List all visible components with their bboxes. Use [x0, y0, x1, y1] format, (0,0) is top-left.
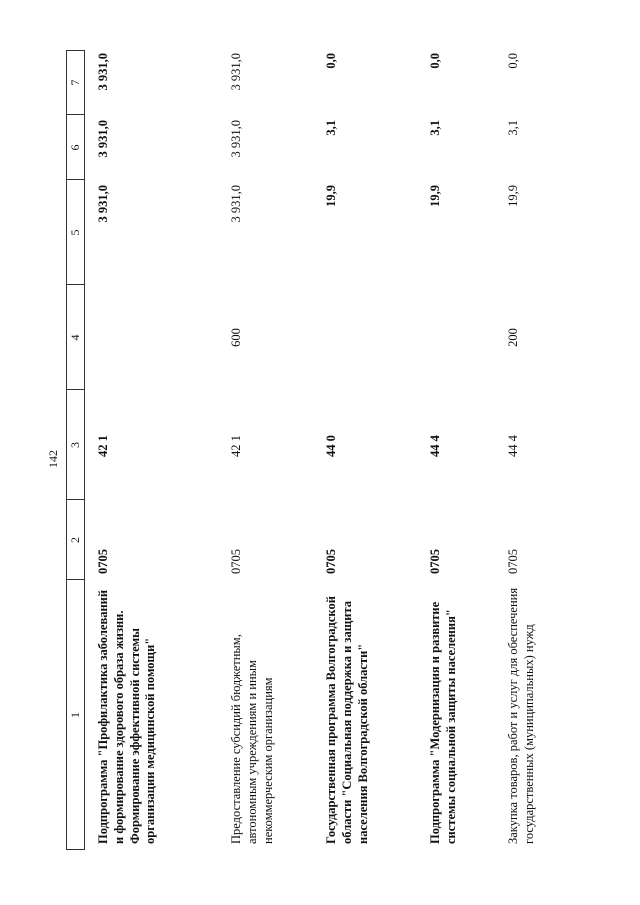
header-col-2: 2 [68, 537, 82, 543]
row-1-amount-7: 3 931,0 [96, 53, 110, 91]
row-4-amount-5: 19,9 [428, 185, 442, 207]
row-2-amount-6: 3 931,0 [229, 120, 243, 158]
row-3-name: Государственная программа Волгоградской области "Социальная поддержка и защита населения Волгоградской области" [324, 596, 370, 844]
page-number: 142 [46, 450, 60, 468]
row-4-name: Подпрограмма "Модернизация и развитие системы социальной защиты населения" [428, 601, 458, 844]
row-5-amount-6: 3,1 [506, 120, 520, 136]
row-5-amount-7: 0,0 [506, 53, 520, 69]
row-1-amount-6: 3 931,0 [96, 120, 110, 158]
row-4-code: 0705 [428, 549, 442, 574]
row-3-amount-5: 19,9 [324, 185, 338, 207]
row-2-code: 0705 [229, 549, 243, 574]
row-2-name: Предоставление субсидий бюджетным, автономным учреждениям и иным некоммерческим организациям [229, 634, 275, 844]
row-3-amount-6: 3,1 [324, 120, 338, 136]
row-5-type: 200 [506, 328, 520, 347]
row-4-amount-7: 0,0 [428, 53, 442, 69]
row-5-name: Закупка товаров, работ и услуг для обеспечения государственных (муниципальных) нужд [506, 587, 536, 844]
row-3-amount-7: 0,0 [324, 53, 338, 69]
row-4-program: 44 4 [428, 435, 442, 457]
row-1-amount-5: 3 931,0 [96, 185, 110, 223]
row-3-code: 0705 [324, 549, 338, 574]
row-2-amount-7: 3 931,0 [229, 53, 243, 91]
row-5-amount-5: 19,9 [506, 185, 520, 207]
row-2-type: 600 [229, 328, 243, 347]
row-5-code: 0705 [506, 549, 520, 574]
row-3-program: 44 0 [324, 435, 338, 457]
row-2-amount-5: 3 931,0 [229, 185, 243, 223]
row-5-program: 44 4 [506, 435, 520, 457]
row-1-code: 0705 [96, 549, 110, 574]
row-2-program: 42 1 [229, 435, 243, 457]
header-col-4: 4 [68, 334, 82, 341]
header-col-6: 6 [68, 144, 82, 151]
header-col-5: 5 [68, 229, 82, 236]
header-col-1: 1 [68, 712, 82, 718]
row-1-program: 42 1 [96, 435, 110, 457]
row-4-amount-6: 3,1 [428, 120, 442, 136]
budget-table [66, 50, 626, 850]
header-col-7: 7 [68, 79, 82, 86]
header-col-3: 3 [68, 442, 82, 448]
row-1-name: Подпрограмма "Профилактика заболеваний и формирование здорового образа жизни. Формирование эффективной системы организации медицинской помощи" [96, 589, 158, 844]
